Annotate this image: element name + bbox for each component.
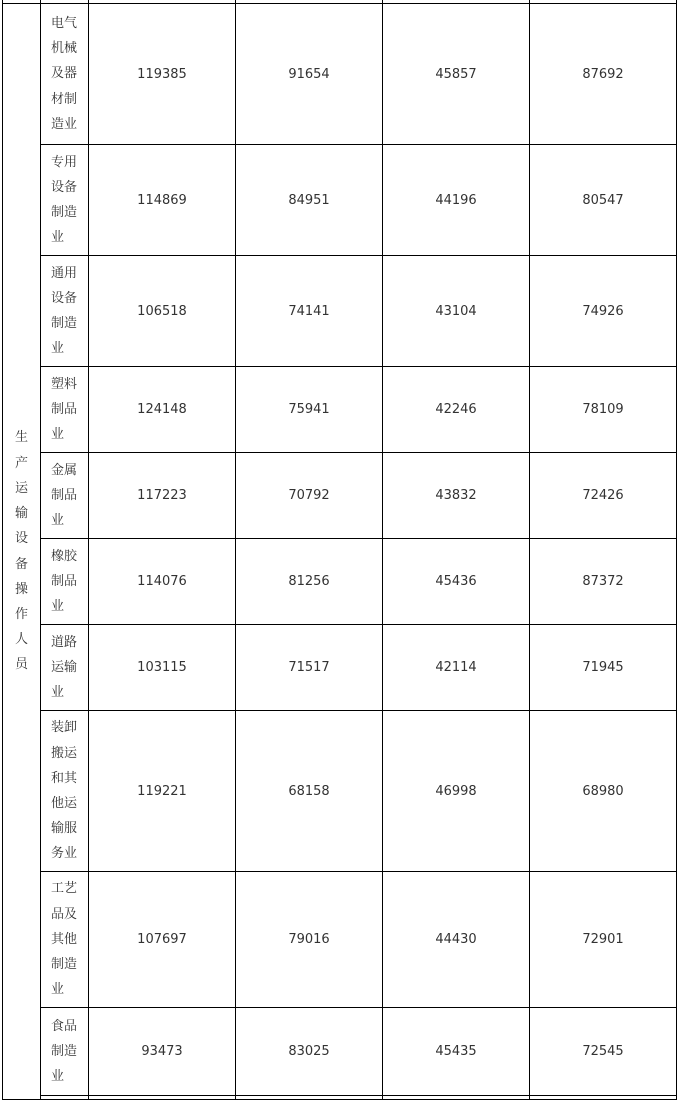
empty-cell xyxy=(41,1096,89,1100)
value-col-1: 114076 xyxy=(89,539,236,625)
industry-label: 食品制造业 xyxy=(51,1018,78,1085)
value-col-4: 68980 xyxy=(530,711,677,872)
value-col-1: 106518 xyxy=(89,256,236,367)
value-col-3: 45435 xyxy=(383,1008,530,1096)
value-col-2: 74141 xyxy=(236,256,383,367)
group-label-cell xyxy=(3,4,41,1100)
industry-cell xyxy=(41,453,89,539)
value-col-3: 45436 xyxy=(383,539,530,625)
industry-cell xyxy=(41,4,89,145)
industry-cell xyxy=(41,145,89,256)
table-row xyxy=(3,453,677,539)
value-col-3: 44196 xyxy=(383,145,530,256)
value-col-2: 84951 xyxy=(236,145,383,256)
group-label: 生产运输设备操作人员 xyxy=(15,430,29,673)
value-col-1: 124148 xyxy=(89,367,236,453)
value-col-1: 117223 xyxy=(89,453,236,539)
value-col-1: 103115 xyxy=(89,625,236,711)
wage-table xyxy=(2,0,677,1100)
empty-cell xyxy=(236,1096,383,1100)
value-col-1: 107697 xyxy=(89,872,236,1008)
empty-cell xyxy=(89,1096,236,1100)
value-col-4: 78109 xyxy=(530,367,677,453)
industry-cell xyxy=(41,711,89,872)
value-col-3: 43832 xyxy=(383,453,530,539)
industry-label: 装卸搬运和其他运输服务业 xyxy=(51,720,78,862)
value-col-4: 80547 xyxy=(530,145,677,256)
table-row xyxy=(3,145,677,256)
value-col-4: 72901 xyxy=(530,872,677,1008)
industry-cell xyxy=(41,367,89,453)
value-col-3: 44430 xyxy=(383,872,530,1008)
industry-label: 通用设备制造业 xyxy=(51,265,78,357)
value-col-2: 68158 xyxy=(236,711,383,872)
value-col-4: 87692 xyxy=(530,4,677,145)
value-col-2: 81256 xyxy=(236,539,383,625)
industry-label: 工艺品及其他制造业 xyxy=(51,881,78,998)
industry-label: 橡胶制品业 xyxy=(51,548,78,615)
table-row xyxy=(3,539,677,625)
industry-cell xyxy=(41,625,89,711)
value-col-3: 42114 xyxy=(383,625,530,711)
table-row xyxy=(3,711,677,872)
empty-cell xyxy=(530,1096,677,1100)
table-row xyxy=(3,256,677,367)
table-row xyxy=(3,1008,677,1096)
table-row xyxy=(3,367,677,453)
industry-label: 电气机械及器材制造业 xyxy=(51,15,78,132)
industry-cell xyxy=(41,256,89,367)
value-col-1: 93473 xyxy=(89,1008,236,1096)
industry-cell xyxy=(41,872,89,1008)
industry-cell xyxy=(41,539,89,625)
table-row xyxy=(3,4,677,145)
table-body xyxy=(3,0,677,1100)
value-col-3: 42246 xyxy=(383,367,530,453)
value-col-2: 91654 xyxy=(236,4,383,145)
value-col-2: 83025 xyxy=(236,1008,383,1096)
table-row xyxy=(3,872,677,1008)
industry-label: 专用设备制造业 xyxy=(51,154,78,246)
industry-label: 道路运输业 xyxy=(51,634,78,701)
value-col-4: 72545 xyxy=(530,1008,677,1096)
value-col-4: 74926 xyxy=(530,256,677,367)
value-col-3: 45857 xyxy=(383,4,530,145)
value-col-4: 87372 xyxy=(530,539,677,625)
value-col-3: 43104 xyxy=(383,256,530,367)
empty-cell xyxy=(383,1096,530,1100)
value-col-2: 71517 xyxy=(236,625,383,711)
value-col-1: 114869 xyxy=(89,145,236,256)
industry-label: 金属制品业 xyxy=(51,462,78,529)
table-row xyxy=(3,625,677,711)
value-col-2: 75941 xyxy=(236,367,383,453)
value-col-4: 72426 xyxy=(530,453,677,539)
value-col-3: 46998 xyxy=(383,711,530,872)
table-row-bottom-stub xyxy=(3,1096,677,1100)
industry-cell xyxy=(41,1008,89,1096)
value-col-2: 79016 xyxy=(236,872,383,1008)
industry-label: 塑料制品业 xyxy=(51,376,78,443)
value-col-2: 70792 xyxy=(236,453,383,539)
value-col-4: 71945 xyxy=(530,625,677,711)
value-col-1: 119385 xyxy=(89,4,236,145)
value-col-1: 119221 xyxy=(89,711,236,872)
